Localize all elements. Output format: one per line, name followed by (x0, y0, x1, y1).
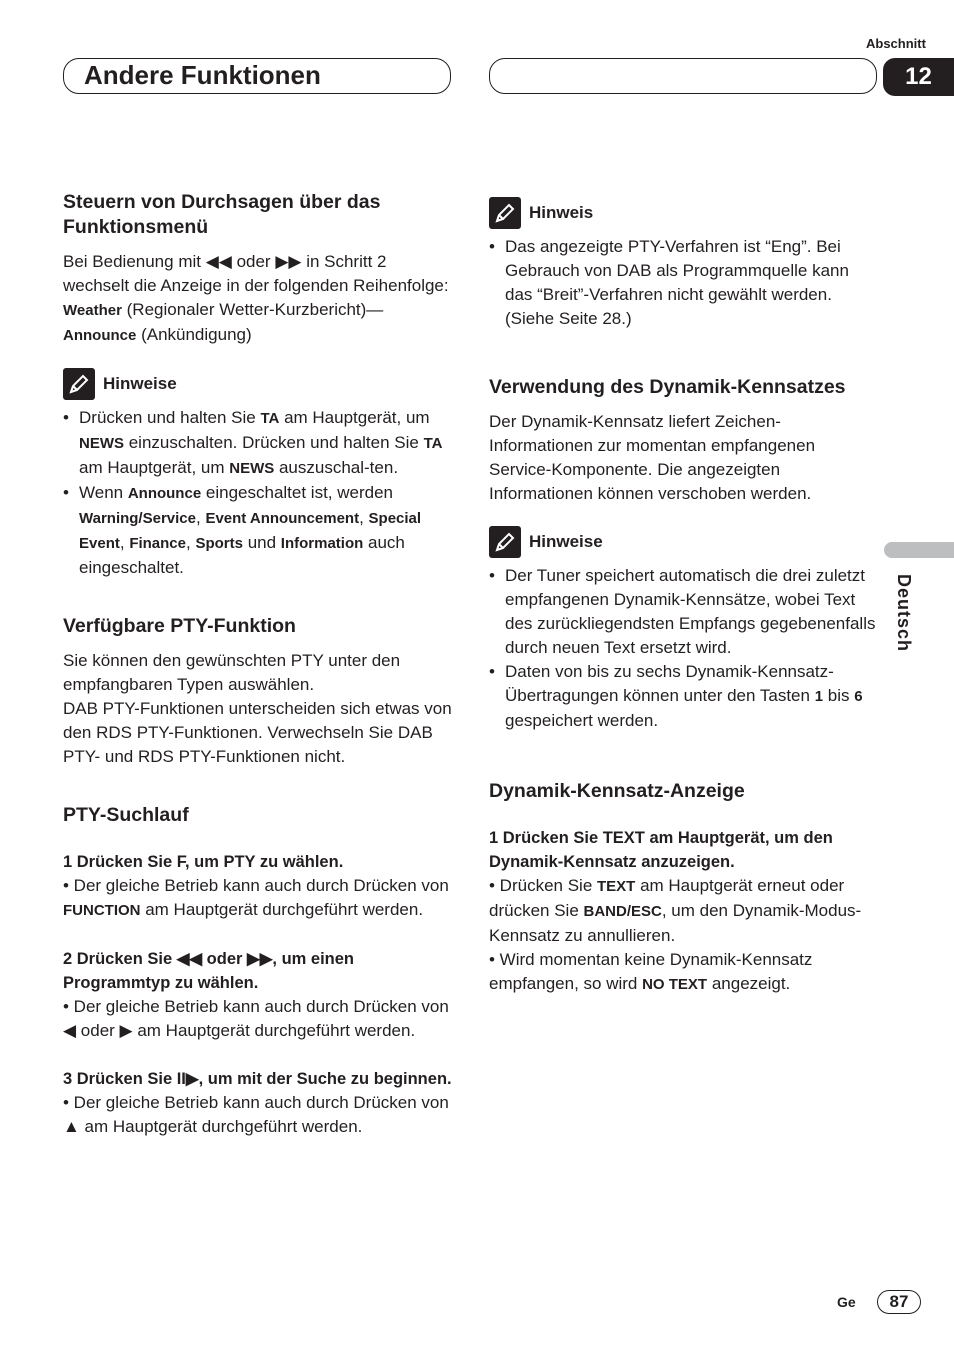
section-heading-durchsagen: Steuern von Durchsagen über das Funktionsmenü (63, 191, 381, 238)
note-heading (489, 197, 879, 229)
key-ta: TA (260, 410, 280, 427)
text: (Ankündigung) (136, 325, 252, 344)
text: , (195, 508, 206, 527)
key-function: FUNCTION (63, 902, 141, 919)
text: , (119, 533, 130, 552)
key-news: NEWS (79, 435, 124, 452)
text: und (242, 533, 281, 552)
text: eingeschaltet ist, werden (201, 483, 394, 502)
text: am Hauptgerät, um (79, 458, 230, 477)
text: Daten von bis zu sechs Dynamik-Kennsatz-Übertragungen können unter den Tasten (505, 662, 834, 705)
note-list (63, 406, 453, 580)
key-announce: Announce (63, 327, 137, 344)
pencil-icon (63, 368, 95, 400)
list-item: • Der Tuner speichert automatisch die drei zuletzt empfangenen Dynamik-Kennsätze, wobei Text des zurückliegendsten Empfangs gegebenenfalls durch neuen Text ersetzt wird. (489, 564, 879, 660)
key-6: 6 (854, 688, 863, 705)
text: am Hauptgerät erneut oder drücken Sie (489, 876, 845, 920)
paragraph: DAB PTY-Funktionen unterscheiden sich etwas von den RDS PTY-Funktionen. Verwechseln Sie DAB PTY- und RDS PTY-Funktionen nicht. (63, 699, 452, 766)
pencil-icon (489, 526, 521, 558)
key-no-text: NO TEXT (642, 976, 708, 993)
key: Information (280, 535, 364, 552)
step-2: 2 Drücken Sie ◀◀ oder ▶▶, um einen Programmtyp zu wählen. (63, 950, 354, 992)
empty-title-box (489, 58, 877, 94)
text: auch eingeschaltet. (79, 533, 405, 577)
text: bis (823, 686, 855, 705)
paragraph: Sie können den gewünschten PTY unter den empfangbaren Typen auswählen. (63, 651, 401, 694)
key-weather: Weather (63, 302, 122, 319)
text: einzuschalten. Drücken und halten Sie (124, 433, 424, 452)
list-item (489, 660, 879, 733)
text: , (359, 508, 369, 527)
key: Sports (195, 535, 243, 552)
section-heading-pty-suchlauf: PTY-Suchlauf (63, 804, 189, 826)
key-news: NEWS (229, 460, 275, 477)
key: Special Event (79, 510, 422, 552)
text: • Der gleiche Betrieb kann auch durch Drücken von (63, 876, 449, 895)
paragraph-order (63, 298, 453, 348)
note-list (489, 564, 879, 733)
chapter-badge: 12 (883, 58, 954, 96)
page-title: Andere Funktionen (84, 60, 321, 90)
step-3: 3 Drücken Sie II▶, um mit der Suche zu beginnen. (63, 1070, 452, 1088)
right-column (489, 197, 879, 997)
language-code: Ge (837, 1294, 856, 1310)
list-item: • Das angezeigte PTY-Verfahren ist “Eng”. Bei Gebrauch von DAB als Programmquelle kann das “Breit”-Verfahren nicht gewählt werden. (Siehe Seite 28.) (489, 235, 879, 331)
text: am Hauptgerät, um (279, 408, 430, 427)
note-list (489, 235, 879, 331)
text: , um den Dynamik-Modus-Kennsatz zu annullieren. (489, 901, 862, 945)
section-label: Abschnitt (866, 36, 926, 51)
key-announce: Announce (127, 485, 202, 502)
note-label: Hinweis (529, 203, 594, 222)
key: Warning/Service (79, 510, 196, 527)
text: (Regionaler Wetter-Kurzbericht)— (121, 300, 384, 319)
key-band-esc: BAND/ESC (583, 903, 662, 920)
note-heading (489, 526, 879, 558)
note-label: Hinweise (103, 374, 177, 393)
text: am Hauptgerät durchgeführt werden. (140, 900, 424, 919)
text: Wenn (79, 483, 128, 502)
key-ta: TA (423, 435, 443, 452)
step-bullet (489, 948, 879, 997)
step-1: 1 Drücken Sie TEXT am Hauptgerät, um den Dynamik-Kennsatz anzuzeigen. (489, 829, 833, 871)
text: auszuschal-ten. (274, 458, 399, 477)
key: Finance (129, 535, 186, 552)
section-heading-dynamik: Verwendung des Dynamik-Kennsatzes (489, 376, 846, 398)
title-box (63, 58, 451, 94)
text: • Drücken Sie (489, 876, 597, 895)
side-tab (884, 542, 954, 558)
paragraph: Der Dynamik-Kennsatz liefert Zeichen-Informationen zur momentan empfangenen Service-Komponente. Die angezeigten Informationen können verschoben werden. (489, 412, 816, 503)
pencil-icon (489, 197, 521, 229)
paragraph: Bei Bedienung mit ◀◀ oder ▶▶ in Schritt 2 wechselt die Anzeige in der folgenden Reihenfolge: (63, 252, 449, 295)
step-1: 1 Drücken Sie F, um PTY zu wählen. (63, 853, 344, 871)
page-number: 87 (877, 1290, 921, 1314)
text: gespeichert werden. (505, 711, 659, 730)
text: Drücken und halten Sie (79, 408, 261, 427)
key: Event Announcement (205, 510, 360, 527)
text: angezeigt. (707, 974, 791, 993)
text: • Wird momentan keine Dynamik-Kennsatz empfangen, so wird (489, 950, 813, 993)
text: , (186, 533, 196, 552)
step-2-bullet: • Der gleiche Betrieb kann auch durch Drücken von ◀ oder ▶ am Hauptgerät durchgeführt werden. (63, 997, 449, 1040)
side-language-label: Deutsch (894, 574, 914, 653)
key-text: TEXT (597, 878, 636, 895)
step-bullet (489, 874, 879, 948)
list-item (63, 406, 453, 481)
note-heading (63, 368, 453, 400)
left-column (63, 190, 453, 1139)
list-item (63, 481, 453, 580)
step-3-bullet: • Der gleiche Betrieb kann auch durch Drücken von ▲ am Hauptgerät durchgeführt werden. (63, 1093, 449, 1136)
step-1-bullet (63, 874, 453, 923)
section-heading-anzeige: Dynamik-Kennsatz-Anzeige (489, 780, 745, 802)
section-heading-pty-funktion: Verfügbare PTY-Funktion (63, 615, 296, 637)
key-1: 1 (814, 688, 824, 705)
note-label: Hinweise (529, 532, 603, 551)
